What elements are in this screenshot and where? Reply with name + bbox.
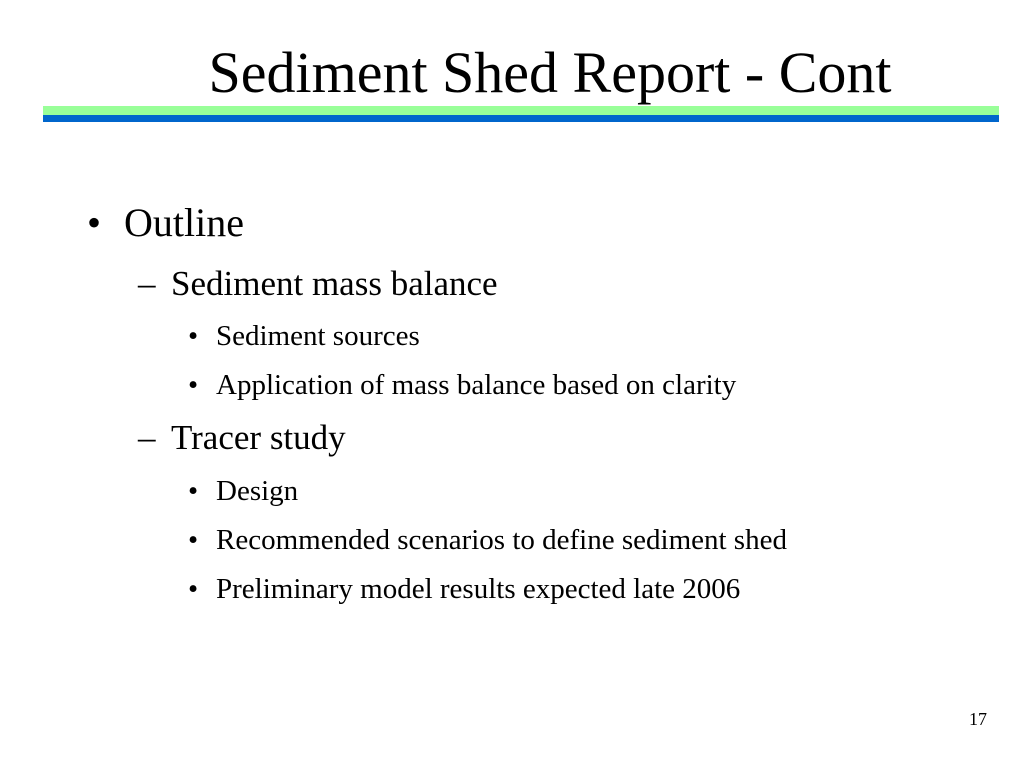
title-rule-blue xyxy=(43,115,999,122)
section-heading-text: Sediment mass balance xyxy=(171,264,498,303)
title-rule-green xyxy=(43,106,999,115)
bullet-marker: • xyxy=(188,524,199,556)
bullet-marker: • xyxy=(188,320,199,352)
bullet-marker: • xyxy=(188,369,199,401)
bullet-marker: • xyxy=(87,200,102,245)
list-item-text: Application of mass balance based on clarity xyxy=(216,369,737,401)
list-item xyxy=(188,368,736,402)
page-number: 17 xyxy=(969,709,987,729)
outline-heading-text: Outline xyxy=(124,200,244,245)
slide-title: Sediment Shed Report - Cont xyxy=(208,40,892,105)
list-item-text: Design xyxy=(216,475,299,507)
bullet-marker: • xyxy=(188,573,199,605)
list-item xyxy=(188,523,787,557)
section-heading-text: Tracer study xyxy=(171,418,346,457)
dash-marker: – xyxy=(138,418,156,457)
list-item-text: Recommended scenarios to define sediment shed xyxy=(216,524,787,556)
list-item xyxy=(188,572,740,606)
bullet-marker: • xyxy=(188,475,199,507)
dash-marker: – xyxy=(138,264,156,303)
section-heading xyxy=(138,263,498,305)
list-item-text: Preliminary model results expected late 2006 xyxy=(216,573,741,605)
list-item xyxy=(188,319,420,353)
list-item xyxy=(188,474,298,508)
list-item-text: Sediment sources xyxy=(216,320,420,352)
section-heading xyxy=(138,417,346,459)
outline-heading xyxy=(87,199,244,247)
